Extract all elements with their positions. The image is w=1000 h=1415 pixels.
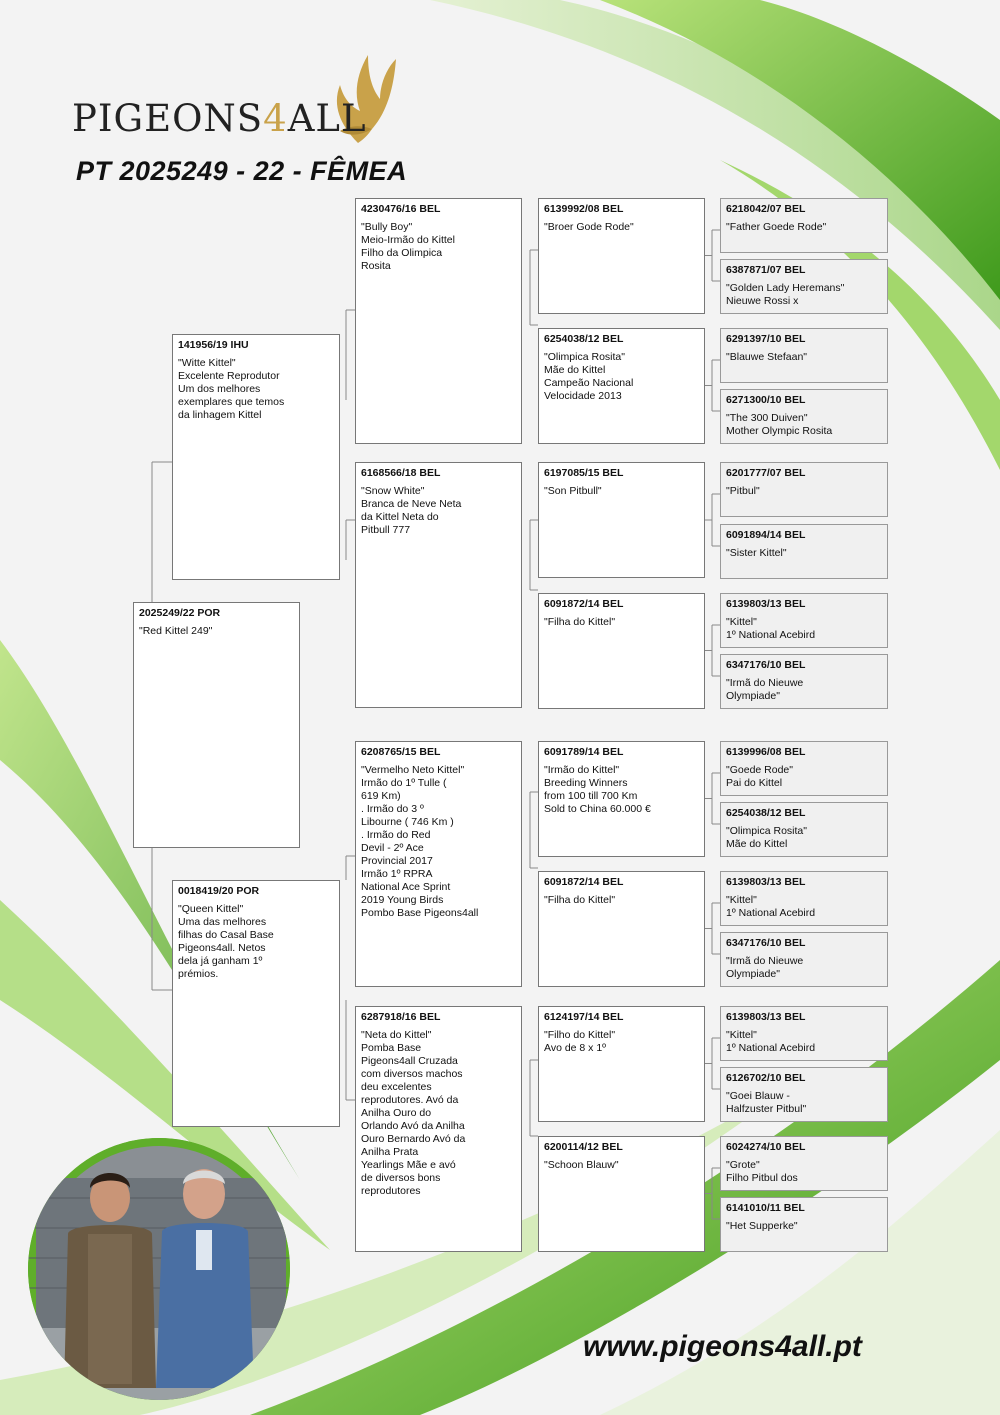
ring-number: 6139992/08 BEL bbox=[544, 203, 624, 215]
pigeon-description: "Goede Rode" Pai do Kittel bbox=[726, 764, 793, 789]
ring-number: 6197085/15 BEL bbox=[544, 467, 624, 479]
ring-number: 6208765/15 BEL bbox=[361, 746, 441, 758]
pigeon-description: "Witte Kittel" Excelente Reprodutor Um dos melhores exemplares que temos da linhagem Kittel bbox=[178, 357, 285, 421]
pigeon-description: "Irmã do Nieuwe Olympiade" bbox=[726, 955, 804, 980]
ring-number: 0018419/20 POR bbox=[178, 885, 260, 897]
ring-number: 6287918/16 BEL bbox=[361, 1011, 441, 1023]
grandparent-box bbox=[355, 1006, 522, 1252]
pigeons4all-logo bbox=[70, 45, 430, 155]
logo-text-accent: 4 bbox=[263, 97, 288, 140]
great-great-grandparent-box bbox=[720, 1067, 888, 1122]
pigeon-description: "Queen Kittel" Uma das melhores filhas do Casal Base Pigeons4all. Netos dela já ganham 1º prémios. bbox=[178, 903, 274, 980]
great-great-grandparent-box bbox=[720, 259, 888, 314]
pigeon-description: "Olimpica Rosita" Mãe do Kittel bbox=[726, 825, 807, 850]
great-great-grandparent-box bbox=[720, 198, 888, 253]
ring-number: 6139803/13 BEL bbox=[726, 1011, 806, 1023]
subject-box bbox=[133, 602, 300, 848]
ring-number: 6124197/14 BEL bbox=[544, 1011, 624, 1023]
ring-number: 6254038/12 BEL bbox=[544, 333, 624, 345]
great-great-grandparent-box bbox=[720, 871, 888, 926]
logo-text-end: ALL bbox=[287, 97, 367, 140]
pigeon-description: "Kittel" 1º National Acebird bbox=[726, 1029, 816, 1054]
pigeon-description: "Filha do Kittel" bbox=[544, 894, 616, 906]
great-grandparent-box bbox=[538, 198, 705, 314]
great-great-grandparent-box bbox=[720, 593, 888, 648]
great-grandparent-box bbox=[538, 741, 705, 857]
pigeon-description: "Filha do Kittel" bbox=[544, 616, 616, 628]
ring-number: 6291397/10 BEL bbox=[726, 333, 806, 345]
pigeon-description: "Goei Blauw - Halfzuster Pitbul" bbox=[726, 1090, 807, 1115]
ring-number: 2025249/22 POR bbox=[139, 607, 221, 619]
ring-number: 6091872/14 BEL bbox=[544, 598, 624, 610]
great-great-grandparent-box bbox=[720, 802, 888, 857]
ring-number: 6024274/10 BEL bbox=[726, 1141, 806, 1153]
great-grandparent-box bbox=[538, 462, 705, 578]
great-grandparent-box bbox=[538, 593, 705, 709]
great-great-grandparent-box bbox=[720, 1197, 888, 1252]
pigeon-description: "Het Supperke" bbox=[726, 1220, 798, 1232]
ring-number: 6091894/14 BEL bbox=[726, 529, 806, 541]
ring-number: 141956/19 IHU bbox=[178, 339, 249, 351]
website-url[interactable]: www.pigeons4all.pt bbox=[583, 1330, 862, 1363]
great-great-grandparent-box bbox=[720, 524, 888, 579]
pigeon-description: "Sister Kittel" bbox=[726, 547, 787, 559]
ring-number: 6271300/10 BEL bbox=[726, 394, 806, 406]
great-great-grandparent-box bbox=[720, 462, 888, 517]
pigeon-description: "Bully Boy" Meio-Irmão do Kittel Filho da Olimpica Rosita bbox=[361, 221, 455, 272]
pigeon-description: "Grote" Filho Pitbul dos bbox=[726, 1159, 798, 1184]
ring-number: 6091789/14 BEL bbox=[544, 746, 624, 758]
page-title: PT 2025249 - 22 - FÊMEA bbox=[76, 156, 408, 186]
great-great-grandparent-box bbox=[720, 1006, 888, 1061]
great-grandparent-box bbox=[538, 1136, 705, 1252]
pigeon-description: "The 300 Duiven" Mother Olympic Rosita bbox=[726, 412, 833, 437]
pigeon-description: "Irmã do Nieuwe Olympiade" bbox=[726, 677, 804, 702]
ring-number: 6218042/07 BEL bbox=[726, 203, 806, 215]
great-grandparent-box bbox=[538, 871, 705, 987]
pigeon-description: "Blauwe Stefaan" bbox=[726, 351, 808, 363]
grandparent-box bbox=[355, 462, 522, 708]
ring-number: 6139803/13 BEL bbox=[726, 876, 806, 888]
ring-number: 4230476/16 BEL bbox=[361, 203, 441, 215]
ring-number: 6200114/12 BEL bbox=[544, 1141, 623, 1153]
grandparent-box bbox=[355, 741, 522, 987]
pigeon-description: "Filho do Kittel" Avo de 8 x 1º bbox=[544, 1029, 616, 1054]
ring-number: 6347176/10 BEL bbox=[726, 659, 806, 671]
pigeon-description: "Olimpica Rosita" Mãe do Kittel Campeão Nacional Velocidade 2013 bbox=[544, 351, 634, 402]
ring-number: 6254038/12 BEL bbox=[726, 807, 806, 819]
great-great-grandparent-box bbox=[720, 654, 888, 709]
ring-number: 6387871/07 BEL bbox=[726, 264, 806, 276]
pigeon-description: "Broer Gode Rode" bbox=[544, 221, 634, 233]
ring-number: 6126702/10 BEL bbox=[726, 1072, 806, 1084]
great-great-grandparent-box bbox=[720, 328, 888, 383]
great-grandparent-box bbox=[538, 328, 705, 444]
pigeon-description: "Vermelho Neto Kittel" Irmão do 1º Tulle ( 619 Km) . Irmão do 3 º Libourne ( 746 Km ) . Irmão do Red Devil - 2º Ace Provincial 2017 Irmão 1º RPRA National Ace Sprint 2019 Young Birds Pombo Base Pigeons4all bbox=[361, 764, 479, 919]
pigeon-description: "Red Kittel 249" bbox=[139, 625, 213, 637]
pigeon-description: "Son Pitbull" bbox=[544, 485, 602, 497]
logo-text-main: PIGEONS bbox=[72, 97, 264, 140]
pigeon-description: "Snow White" Branca de Neve Neta da Kittel Neta do Pitbull 777 bbox=[361, 485, 462, 536]
ring-number: 6168566/18 BEL bbox=[361, 467, 441, 479]
pigeon-description: "Kittel" 1º National Acebird bbox=[726, 894, 816, 919]
pigeon-description: "Pitbul" bbox=[726, 485, 760, 497]
ring-number: 6347176/10 BEL bbox=[726, 937, 806, 949]
great-great-grandparent-box bbox=[720, 741, 888, 796]
ring-number: 6139996/08 BEL bbox=[726, 746, 806, 758]
ring-number: 6201777/07 BEL bbox=[726, 467, 806, 479]
ring-number: 6141010/11 BEL bbox=[726, 1202, 805, 1214]
pigeon-description: "Kittel" 1º National Acebird bbox=[726, 616, 816, 641]
pigeon-description: "Irmão do Kittel" Breeding Winners from 100 till 700 Km Sold to China 60.000 € bbox=[544, 764, 651, 815]
ring-number: 6091872/14 BEL bbox=[544, 876, 624, 888]
great-great-grandparent-box bbox=[720, 389, 888, 444]
great-great-grandparent-box bbox=[720, 1136, 888, 1191]
sire-box bbox=[172, 334, 340, 580]
pigeon-description: "Father Goede Rode" bbox=[726, 221, 827, 233]
pigeon-description: "Schoon Blauw" bbox=[544, 1159, 619, 1171]
great-grandparent-box bbox=[538, 1006, 705, 1122]
grandparent-box bbox=[355, 198, 522, 444]
ring-number: 6139803/13 BEL bbox=[726, 598, 806, 610]
dam-box bbox=[172, 880, 340, 1127]
pigeon-description: "Golden Lady Heremans" Nieuwe Rossi x bbox=[726, 282, 845, 307]
great-great-grandparent-box bbox=[720, 932, 888, 987]
two-men-photo bbox=[28, 1138, 290, 1400]
pigeon-description: "Neta do Kittel" Pomba Base Pigeons4all Cruzada com diversos machos deu excelentes reprodutores. Avó da Anilha Ouro do Orlando Avó da Anilha Ouro Bernardo Avó da Anilha Prata Yearlings Mãe e avó de diversos bons reprodutores bbox=[361, 1029, 466, 1197]
